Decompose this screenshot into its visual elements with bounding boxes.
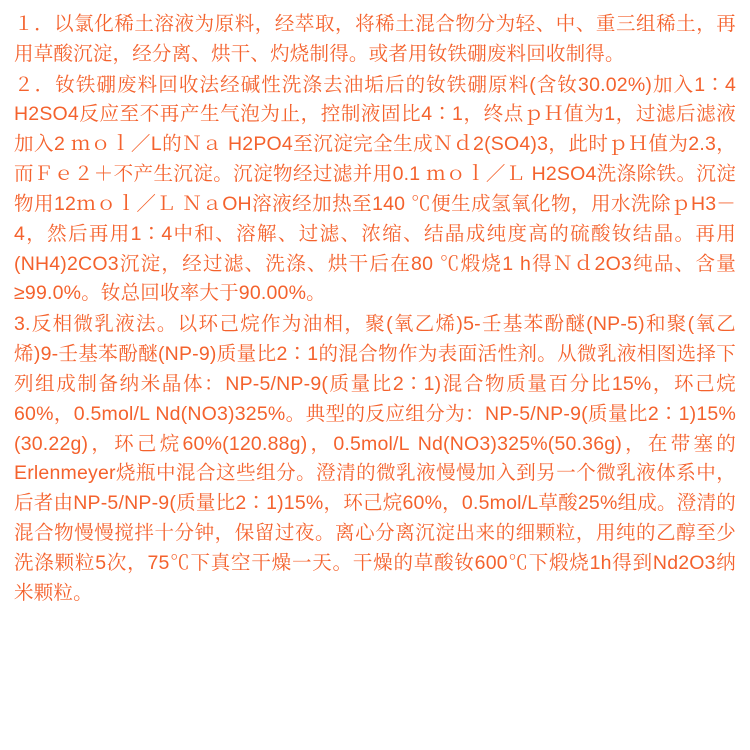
paragraph-3: 3.反相微乳液法。以环己烷作为油相，聚(氧乙烯)5-壬基苯酚醚(NP-5)和聚(氧乙烯)9-壬基苯酚醚(NP-9)质量比2∶1的混合物作为表面活性剂。从微乳液相图选择下列组成制备纳米晶体：NP-5/NP-9(质量比2∶1)混合物质量百分比15%，环己烷60%，0.5mol/L Nd(NO3)325%。典型的反应组分为：NP-5/NP-9(质量比2∶1)15%(30.22g)，环己烷60%(120.88g)，0.5mol/L Nd(NO3)325%(50.36g)，在带塞的Erlenmeyer烧瓶中混合这些组分。澄清的微乳液慢慢加入到另一个微乳液体系中，后者由NP-5/NP-9(质量比2∶1)15%，环己烷60%，0.5mol/L草酸25%组成。澄清的混合物慢慢搅拌十分钟，保留过夜。离心分离沉淀出来的细颗粒，用纯的乙醇至少洗涤颗粒5次，75℃下真空干燥一天。干燥的草酸钕600℃下煅烧1h得到Nd2O3纳米颗粒。	[14, 313, 736, 604]
paragraph-1: １．以氯化稀土溶液为原料，经萃取，将稀土混合物分为轻、中、重三组稀土，再用草酸沉淀，经分离、烘干、灼烧制得。或者用钕铁硼废料回收制得。	[14, 13, 736, 65]
paragraph-2: ２．钕铁硼废料回收法经碱性洗涤去油垢后的钕铁硼原料(含钕30.02%)加入1∶4 H2SO4反应至不再产生气泡为止，控制液固比4∶1，终点ｐＨ值为1，过滤后滤液加入2 ｍｏｌ／L的Ｎａ H2PO4至沉淀完全生成Ｎｄ2(SO4)3，此时ｐＨ值为2.3，而Ｆｅ２＋不产生沉淀。沉淀物经过滤并用0.1 ｍｏｌ／Ｌ H2SO4洗涤除铁。沉淀物用12ｍｏｌ／Ｌ ＮａOH溶液经加热至140 ℃便生成氢氧化物，用水洗除ｐH3－4，然后再用1∶4中和、溶解、过滤、浓缩、结晶成纯度高的硫酸钕结晶。再用(NH4)2CO3沉淀，经过滤、洗涤、烘干后在80 ℃煅烧1 h得Ｎｄ2O3纯品、含量≥99.0%。钕总回收率大于90.00%。	[14, 73, 736, 305]
